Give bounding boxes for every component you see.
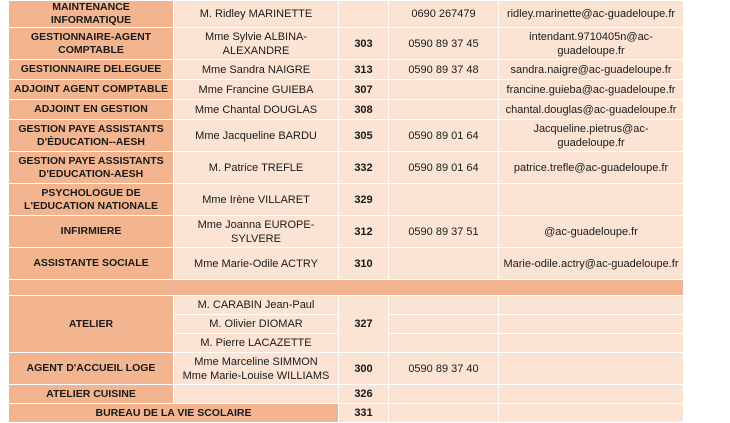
phone-cell	[389, 404, 499, 423]
room-cell: 310	[339, 248, 389, 280]
email-cell[interactable]: intendant.9710405n@ac-guadeloupe.fr	[499, 28, 684, 60]
name-cell: Mme Francine GUIEBA	[174, 80, 339, 100]
role-cell: GESTION PAYE ASSISTANTS D'ÉDUCATION--AESH	[9, 120, 174, 152]
room-cell: 327	[339, 296, 389, 353]
phone-cell: 0590 89 01 64	[389, 120, 499, 152]
name-cell: M. Patrice TREFLE	[174, 152, 339, 184]
phone-cell	[389, 80, 499, 100]
email-cell[interactable]	[499, 184, 684, 216]
role-cell: MAINTENANCE INFORMATIQUE	[9, 1, 174, 28]
phone-cell	[389, 248, 499, 280]
role-cell: GESTIONNAIRE-AGENT COMPTABLE	[9, 28, 174, 60]
name-cell: Mme Joanna EUROPE-SYLVERE	[174, 216, 339, 248]
role-cell: ADJOINT EN GESTION	[9, 100, 174, 120]
table-row	[9, 353, 684, 385]
email-cell	[499, 353, 684, 385]
role-cell: GESTION PAYE ASSISTANTS D'EDUCATION-AESH	[9, 152, 174, 184]
table-row	[9, 296, 684, 315]
table-row	[9, 152, 684, 184]
separator-row	[9, 280, 684, 296]
separator-band	[9, 280, 684, 296]
room-cell: 326	[339, 385, 389, 404]
name-cell: Mme Sandra NAIGRE	[174, 60, 339, 80]
email-cell	[499, 404, 684, 423]
phone-cell	[389, 315, 499, 334]
email-cell	[499, 315, 684, 334]
room-cell: 300	[339, 353, 389, 385]
room-cell: 312	[339, 216, 389, 248]
name-line: Mme Marceline SIMMON	[194, 355, 318, 368]
email-cell[interactable]: Marie-odile.actry@ac-guadeloupe.fr	[499, 248, 684, 280]
room-cell: 303	[339, 28, 389, 60]
table-row	[9, 1, 684, 28]
email-cell	[499, 296, 684, 315]
name-cell: Mme Sylvie ALBINA-ALEXANDRE	[174, 28, 339, 60]
table-row	[9, 385, 684, 404]
phone-cell	[389, 296, 499, 315]
table-row	[9, 248, 684, 280]
email-cell[interactable]: chantal.douglas@ac-guadeloupe.fr	[499, 100, 684, 120]
room-cell: 308	[339, 100, 389, 120]
phone-cell: 0590 89 01 64	[389, 152, 499, 184]
phone-cell: 0590 89 37 48	[389, 60, 499, 80]
role-cell: ASSISTANTE SOCIALE	[9, 248, 174, 280]
role-cell: INFIRMIERE	[9, 216, 174, 248]
role-cell: BUREAU DE LA VIE SCOLAIRE	[9, 404, 339, 423]
role-cell: ADJOINT AGENT COMPTABLE	[9, 80, 174, 100]
table-row	[9, 80, 684, 100]
room-cell	[339, 1, 389, 28]
table-row	[9, 28, 684, 60]
email-cell[interactable]: ridley.marinette@ac-guadeloupe.fr	[499, 1, 684, 28]
email-cell[interactable]: patrice.trefle@ac-guadeloupe.fr	[499, 152, 684, 184]
role-cell: GESTIONNAIRE DELEGUEE	[9, 60, 174, 80]
room-cell: 329	[339, 184, 389, 216]
room-cell: 307	[339, 80, 389, 100]
email-cell[interactable]: sandra.naigre@ac-guadeloupe.fr	[499, 60, 684, 80]
table-body	[9, 1, 684, 423]
phone-cell	[389, 334, 499, 353]
table-row	[9, 404, 684, 423]
role-cell: ATELIER CUISINE	[9, 385, 174, 404]
staff-directory-table	[8, 0, 684, 423]
phone-cell	[389, 385, 499, 404]
room-cell: 331	[339, 404, 389, 423]
table-row	[9, 60, 684, 80]
name-cell	[174, 385, 339, 404]
email-cell	[499, 334, 684, 353]
phone-cell: 0590 89 37 40	[389, 353, 499, 385]
table-row	[9, 184, 684, 216]
email-cell[interactable]: francine.guieba@ac-guadeloupe.fr	[499, 80, 684, 100]
name-cell: M. CARABIN Jean-Paul	[174, 296, 339, 315]
email-cell	[499, 385, 684, 404]
room-cell: 313	[339, 60, 389, 80]
table-row	[9, 100, 684, 120]
phone-cell: 0590 89 37 51	[389, 216, 499, 248]
room-cell: 305	[339, 120, 389, 152]
email-cell[interactable]: Jacqueline.pietrus@ac-guadeloupe.fr	[499, 120, 684, 152]
phone-cell	[389, 100, 499, 120]
role-cell: ATELIER	[9, 296, 174, 353]
name-cell: Mme Chantal DOUGLAS	[174, 100, 339, 120]
table-row	[9, 216, 684, 248]
table-row	[9, 120, 684, 152]
name-cell: Mme Marie-Odile ACTRY	[174, 248, 339, 280]
phone-cell: 0590 89 37 45	[389, 28, 499, 60]
name-cell: Mme Jacqueline BARDU	[174, 120, 339, 152]
phone-cell	[389, 184, 499, 216]
name-cell: M. Ridley MARINETTE	[174, 1, 339, 28]
room-cell: 332	[339, 152, 389, 184]
email-cell[interactable]: @ac-guadeloupe.fr	[499, 216, 684, 248]
name-cell: M. Olivier DIOMAR	[174, 315, 339, 334]
name-cell: Mme Irène VILLARET	[174, 184, 339, 216]
name-line: Mme Marie-Louise WILLIAMS	[182, 369, 330, 382]
role-cell: PSYCHOLOGUE DE L'EDUCATION NATIONALE	[9, 184, 174, 216]
role-cell: AGENT D'ACCUEIL LOGE	[9, 353, 174, 385]
phone-cell: 0690 267479	[389, 1, 499, 28]
name-cell: M. Pierre LACAZETTE	[174, 334, 339, 353]
name-cell	[174, 353, 339, 385]
